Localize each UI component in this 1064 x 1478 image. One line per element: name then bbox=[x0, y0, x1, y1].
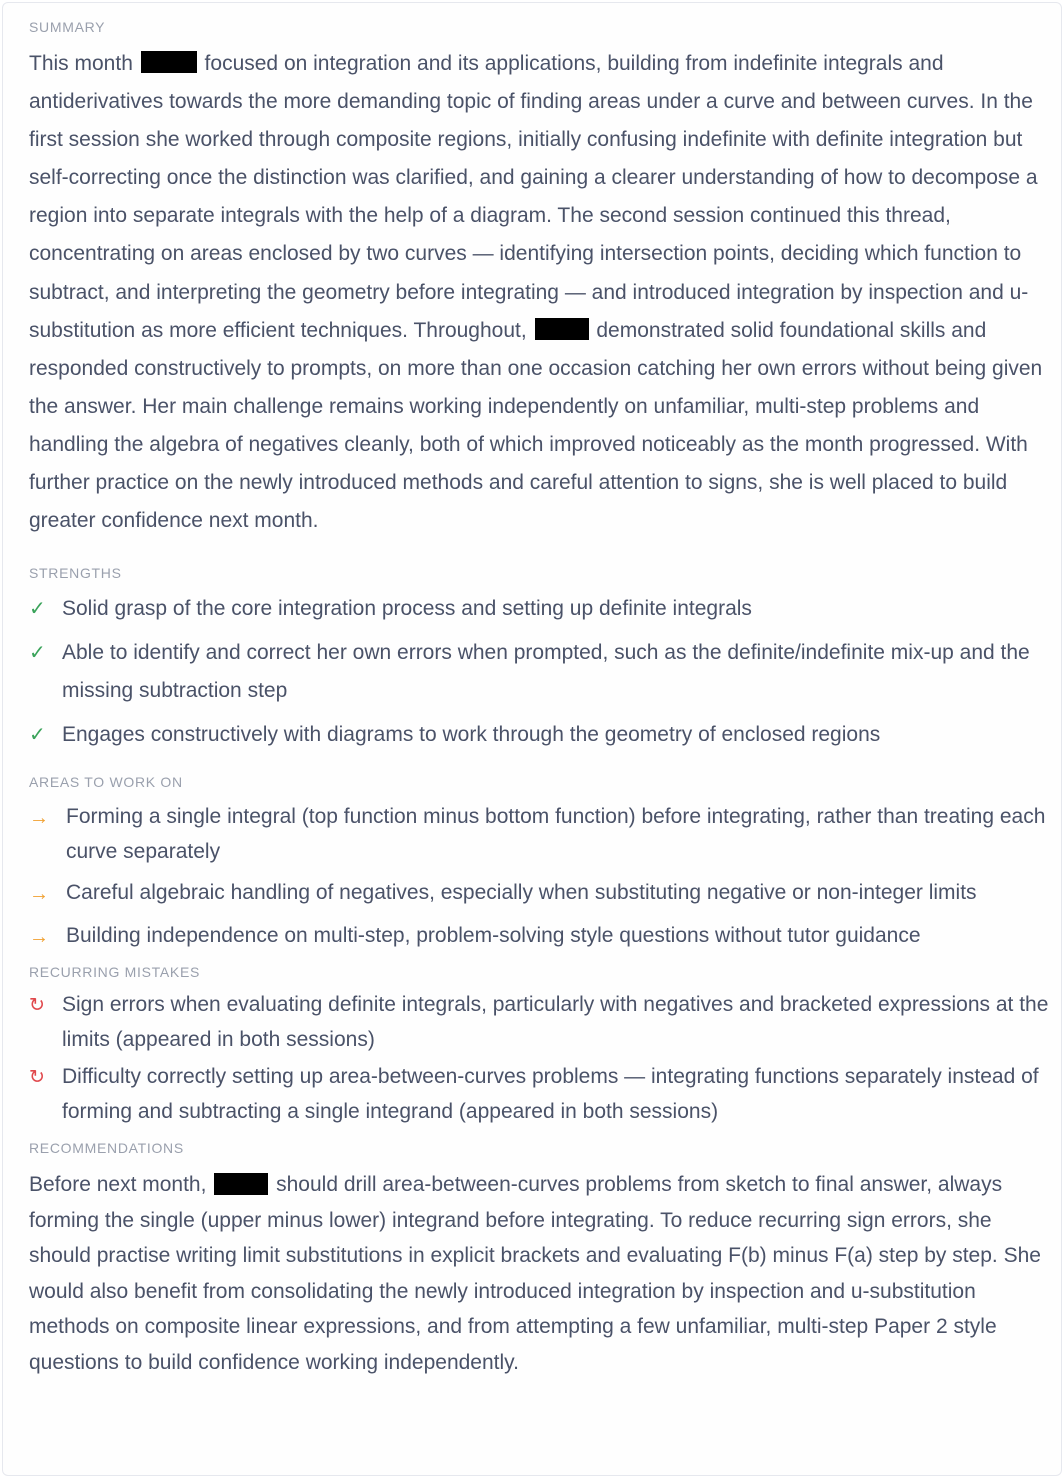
check-icon: ✓ bbox=[29, 598, 46, 621]
check-icon: ✓ bbox=[29, 641, 46, 664]
summary-text-2: focused on integration and its applications, building from indefinite integrals and antiderivatives towards the more demanding topic of finding areas under a curve and between curves. In the first session she worked through composite regions, initially confusing indefinite with definite integration but self-correcting once the distinction was clarified, and gaining a clearer understanding of how to decompose a region into separate integrals with the help of a diagram. The second session continued this thread, concentrating on areas enclosed by two curves — identifying intersection points, deciding which function to subtract, and interpreting the geometry before integrating — and introduced integration by inspection and u-substitution as more efficient techniques. Throughout, bbox=[29, 52, 1038, 342]
list-item bbox=[29, 988, 1059, 1057]
mistakes-heading: RECURRING MISTAKES bbox=[29, 964, 201, 981]
strength-text: Engages constructively with diagrams to work through the geometry of enclosed regions bbox=[62, 722, 881, 746]
arrow-right-icon: → bbox=[29, 926, 49, 949]
refresh-icon: ↻ bbox=[29, 995, 45, 1017]
redacted-name bbox=[214, 1173, 268, 1195]
rec-text-1: Before next month, bbox=[29, 1173, 213, 1197]
recommendations-heading: RECOMMENDATIONS bbox=[29, 1140, 184, 1157]
arrow-right-icon: → bbox=[29, 883, 49, 906]
redacted-name bbox=[535, 318, 589, 340]
area-text: Building independence on multi-step, problem-solving style questions without tutor guidance bbox=[66, 924, 921, 948]
check-icon: ✓ bbox=[29, 723, 46, 746]
summary-text-3: demonstrated solid foundational skills and responded constructively to prompts, on more than one occasion catching her own errors without being given the answer. Her main challenge remains working independently on unfamiliar, multi-step problems and handling the algebra of negatives cleanly, both of which improved noticeably as the month progressed. With further practice on the newly introduced methods and careful attention to signs, she is well placed to build greater confidence next month. bbox=[29, 318, 1043, 533]
recommendations-paragraph bbox=[29, 1167, 1059, 1380]
strength-text: Solid grasp of the core integration process and setting up definite integrals bbox=[62, 597, 752, 621]
redacted-name bbox=[141, 51, 197, 73]
list-item bbox=[29, 919, 1059, 955]
area-text: Forming a single integral (top function minus bottom function) before integrating, rather than treating each curve separately bbox=[66, 805, 1046, 863]
strength-text: Able to identify and correct her own errors when prompted, such as the definite/indefinite mix-up and the missing subtraction step bbox=[62, 640, 1030, 703]
report-card bbox=[2, 2, 1062, 1476]
refresh-icon: ↻ bbox=[29, 1067, 45, 1089]
areas-list bbox=[29, 800, 1059, 955]
strengths-heading: STRENGTHS bbox=[29, 565, 122, 582]
list-item bbox=[29, 800, 1059, 869]
summary-text-1: This month bbox=[29, 52, 139, 75]
list-item bbox=[29, 1060, 1059, 1129]
list-item bbox=[29, 590, 1059, 629]
summary-paragraph bbox=[29, 45, 1059, 540]
area-text: Careful algebraic handling of negatives, especially when substituting negative or non-integer limits bbox=[66, 881, 977, 905]
arrow-right-icon: → bbox=[29, 807, 49, 830]
areas-heading: AREAS TO WORK ON bbox=[29, 774, 183, 791]
list-item bbox=[29, 634, 1059, 711]
list-item bbox=[29, 876, 1059, 912]
rec-text-2: should drill area-between-curves problems from sketch to final answer, always forming the single (upper minus lower) integrand before integrating. To reduce recurring sign errors, she should practise writing limit substitutions in explicit brackets and evaluating F(b) minus F(a) step by step. She would also benefit from consolidating the newly introduced integration by inspection and u-substitution methods on composite linear expressions, and from attempting a few unfamiliar, multi-step Paper 2 style questions to build confidence working independently. bbox=[29, 1173, 1041, 1374]
mistakes-list bbox=[29, 988, 1059, 1129]
summary-heading: SUMMARY bbox=[29, 19, 106, 35]
mistake-text: Difficulty correctly setting up area-between-curves problems — integrating functions separately instead of forming and subtracting a single integrand (appeared in both sessions) bbox=[62, 1065, 1039, 1123]
mistake-text: Sign errors when evaluating definite integrals, particularly with negatives and bracketed expressions at the limits (appeared in both sessions) bbox=[62, 993, 1049, 1051]
strengths-list bbox=[29, 590, 1059, 754]
list-item bbox=[29, 716, 1059, 755]
